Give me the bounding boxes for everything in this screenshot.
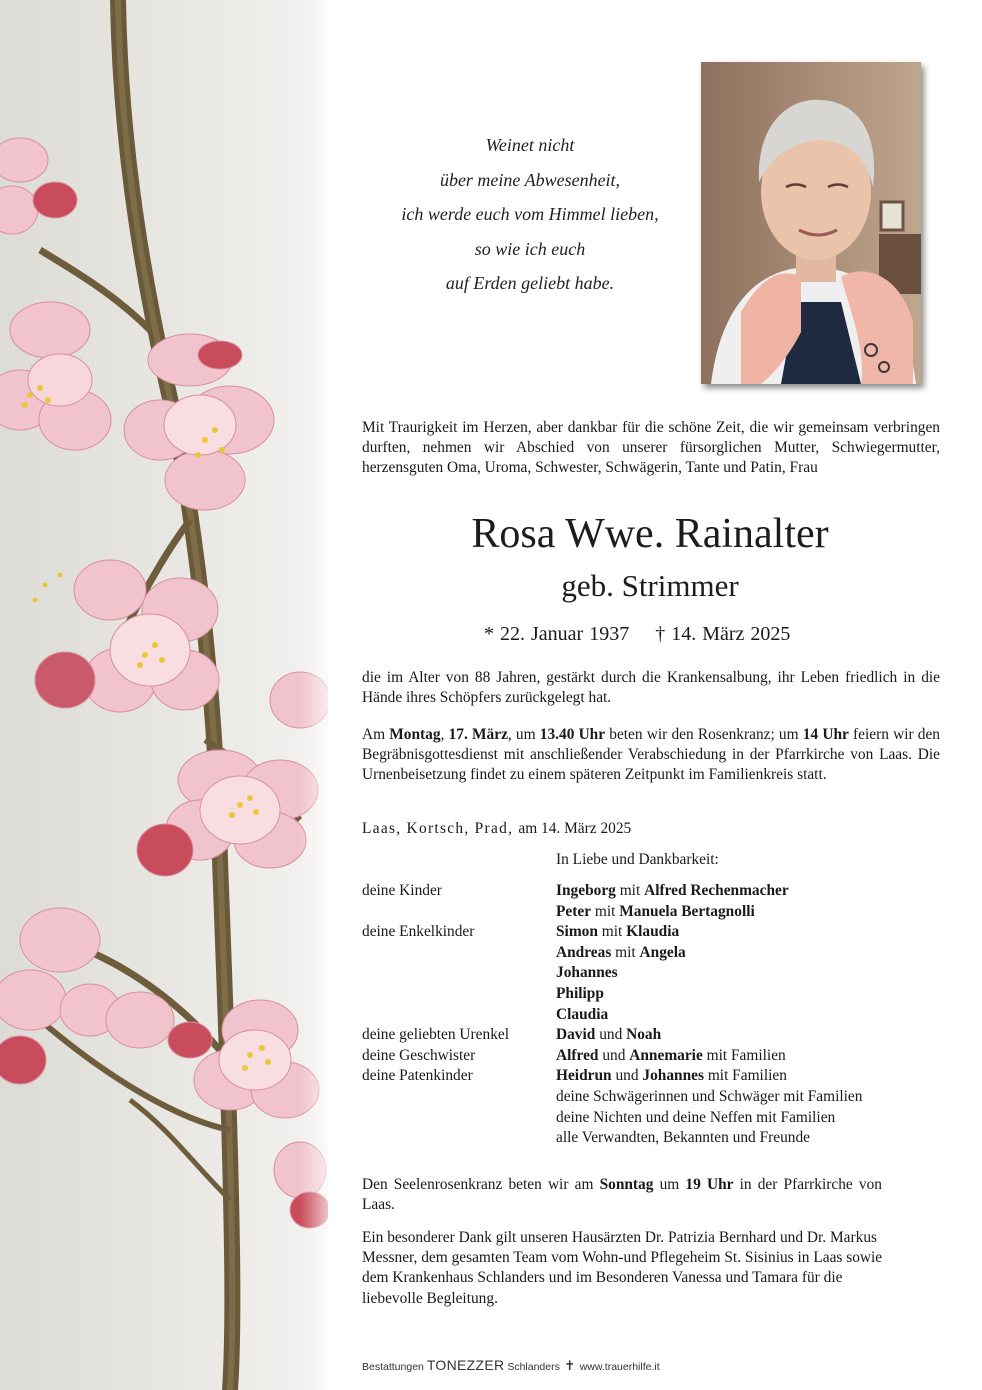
deceased-name: Rosa Wwe. Rainalter: [471, 511, 829, 557]
death-date: † 14. März 2025: [655, 623, 791, 645]
mourner-label: deine Patenkinder: [362, 1067, 473, 1085]
mourner-label: deine geliebten Urenkel: [362, 1026, 510, 1044]
mourner-row: alle Verwandten, Bekannten und Freunde: [556, 1129, 811, 1147]
cross-icon: ✝: [564, 1358, 576, 1373]
footer: Bestattungen TONEZZER Schlanders ✝ www.trauerhilfe.it: [362, 1357, 660, 1373]
mourner-row: Claudia: [556, 1005, 609, 1023]
mourner-row: Peter mit Manuela Bertagnolli: [556, 902, 755, 920]
mourner-label: deine Kinder: [362, 882, 442, 899]
mourner-row: Johannes: [556, 964, 618, 982]
verse-line: so wie ich euch: [474, 238, 586, 259]
verse-line: Weinet nicht: [485, 135, 575, 155]
verse-line: ich werde euch vom Himmel lieben,: [401, 204, 659, 224]
apricot-blossom-image: [0, 0, 328, 1390]
passing-text: die im Alter von 88 Jahren, gestärkt durch die Krankensalbung, ihr Leben friedlich in die Hände ihres Schöpfers zurückgelegt hat.: [362, 669, 940, 707]
verse-line: über meine Abwesenheit,: [439, 169, 621, 190]
greeting: In Liebe und Dankbarkeit:: [556, 851, 719, 868]
mourner-row: deine Nichten und deine Neffen mit Familien: [556, 1108, 836, 1126]
rosary-info: Den Seelenrosenkranz beten wir am Sonntag um 19 Uhr in der Pfarrkirche von Laas.: [362, 1176, 882, 1214]
mourner-row: deine Kinder Ingeborg mit Alfred Rechenmacher: [362, 881, 862, 902]
service-info: Am Montag, 17. März, um 13.40 Uhr beten wir den Rosenkranz; um 14 Uhr feiern wir den Begräbnisgottesdienst mit anschließender Verabschiedung in der Pfarrkirche von Laas. Die Urnenbeisetzung findet zu einem späteren Zeitpunkt im Familienkreis statt.: [362, 726, 940, 784]
mourners-list: [362, 881, 862, 1149]
memorial-verse: [380, 128, 680, 301]
maiden-name: geb. Strimmer: [561, 568, 739, 603]
website-link[interactable]: www.trauerhilfe.it: [579, 1361, 660, 1373]
mourner-row: deine Enkelkinder Simon mit Klaudia: [362, 922, 862, 943]
life-dates: [484, 623, 790, 646]
mourner-row: deine geliebten Urenkel David und Noah: [362, 1025, 862, 1046]
mourner-row: Philipp: [556, 984, 604, 1002]
verse-line: auf Erden geliebt habe.: [445, 273, 615, 293]
birth-date: * 22. Januar 1937: [484, 623, 630, 645]
intro-text: Mit Traurigkeit im Herzen, aber dankbar für die schöne Zeit, die wir gemeinsam verbringen durften, nehmen wir Abschied von unserer fürsorglichen Mutter, Schwiegermutter, herzensguten Oma, Uroma, Schwester, Schwägerin, Tante und Patin, Frau: [362, 419, 940, 477]
rosary-time: 13.40 Uhr: [539, 726, 606, 743]
mourner-row: deine Schwägerinnen und Schwäger mit Familien: [556, 1087, 863, 1105]
portrait-photo: [701, 62, 921, 384]
place-date: Laas, Kortsch, Prad, am 14. März 2025: [362, 820, 632, 837]
company-name: TONEZZER: [426, 1357, 505, 1373]
service-day: Montag: [389, 726, 441, 743]
thanks-text: Ein besonderer Dank gilt unseren Hausärzten Dr. Patrizia Bernhard und Dr. Markus Messner, dem gesamten Team vom Wohn-und Pflegeheim St. Sisinius in Laas sowie dem Krankenhaus Schlanders und im Besonderen Vanessa und Tamara für die liebevolle Begleitung.: [362, 1229, 883, 1307]
service-date: 17. März: [448, 726, 508, 743]
mass-time: 14 Uhr: [802, 726, 849, 743]
mourner-row: deine Patenkinder Heidrun und Johannes mit Familien: [362, 1066, 862, 1087]
mourner-row: deine Geschwister Alfred und Annemarie mit Familien: [362, 1046, 862, 1067]
mourner-row: Andreas mit Angela: [556, 943, 686, 961]
mourner-label: deine Geschwister: [362, 1046, 476, 1064]
mourner-label: deine Enkelkinder: [362, 923, 475, 941]
